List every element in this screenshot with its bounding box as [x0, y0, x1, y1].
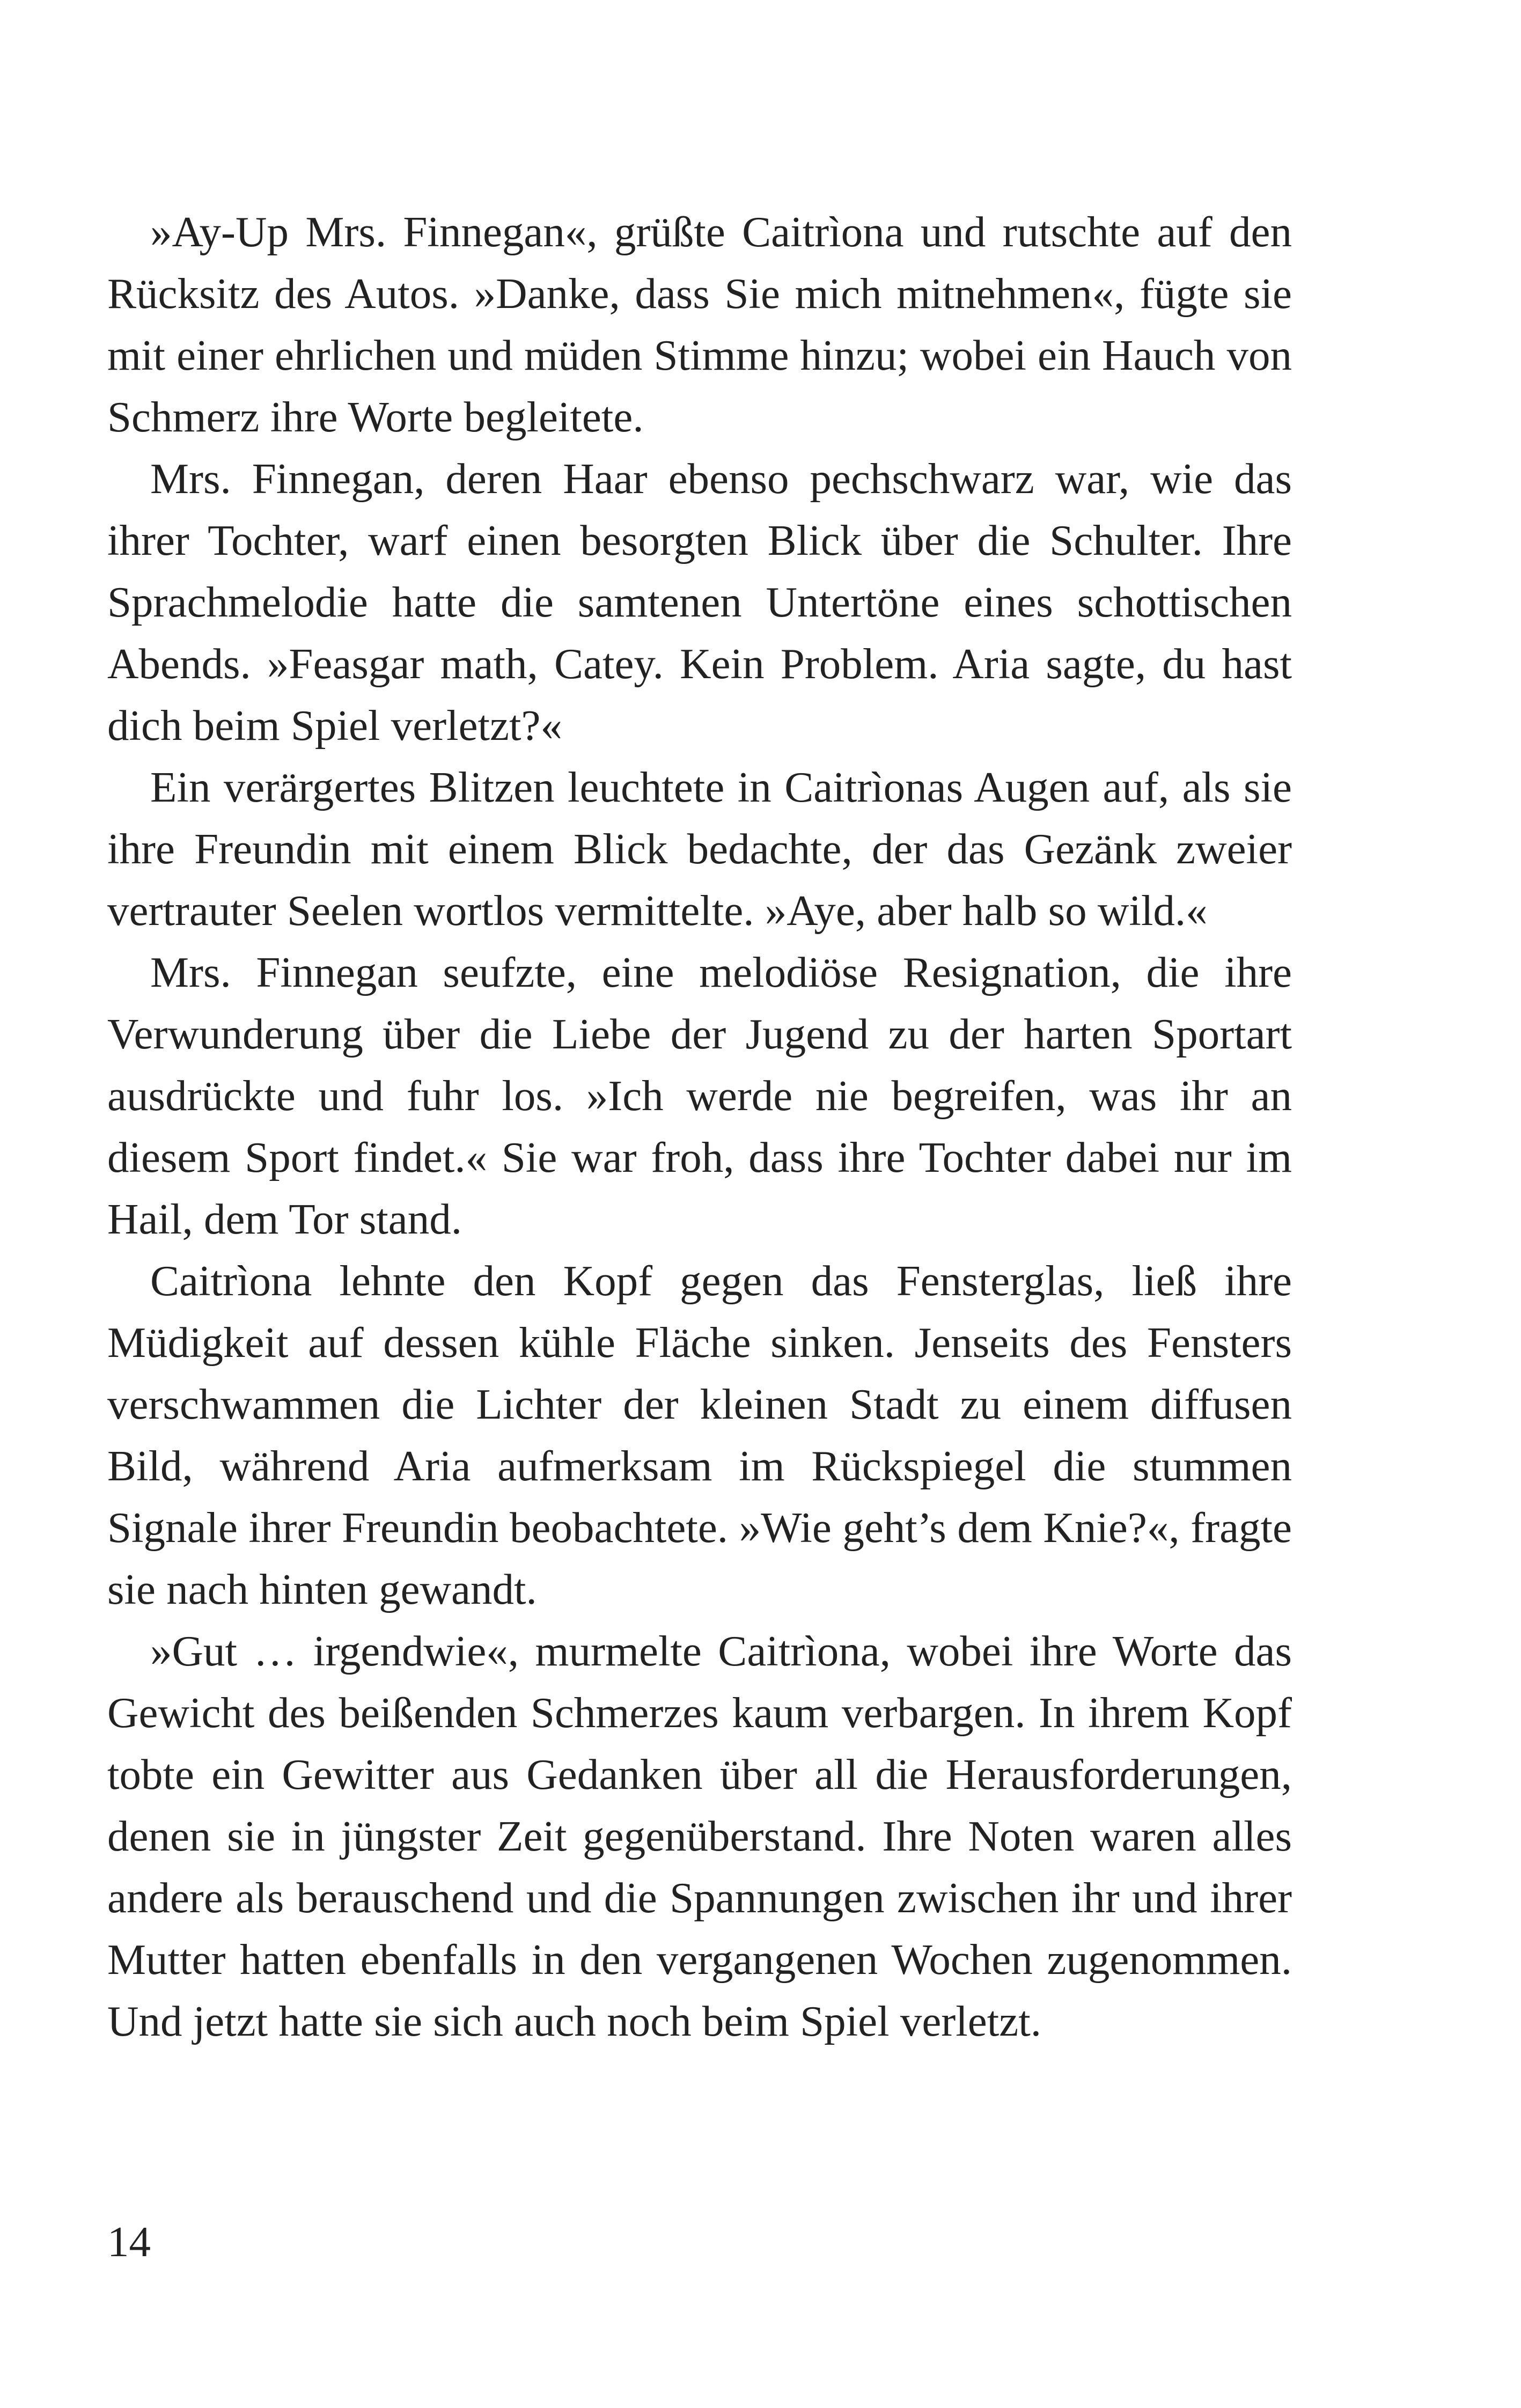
paragraph: Mrs. Finnegan seufzte, eine melodiöse Resignation, die ihre Verwunderung über die Liebe der Jugend zu der harten Sportart ausdrückte und fuhr los. »Ich werde nie begreifen, was ihr an diesem Sport findet.« Sie war froh, dass ihre Tochter dabei nur im Hail, dem Tor stand. — [107, 948, 1292, 1243]
paragraph: »Ay-Up Mrs. Finnegan«, grüßte Caitrìona und rutschte auf den Rücksitz des Autos. »Danke, dass Sie mich mitnehmen«, fügte sie mit einer ehrlichen und müden Stimme hinzu; wobei ein Hauch von Schmerz ihre Worte begleitete. — [107, 208, 1292, 441]
page-number: 14 — [107, 2218, 151, 2266]
body-text — [107, 201, 1292, 2052]
paragraph: Caitrìona lehnte den Kopf gegen das Fensterglas, ließ ihre Müdigkeit auf dessen kühle Fläche sinken. Jenseits des Fensters verschwammen die Lichter der kleinen Stadt zu einem diffusen Bild, während Aria aufmerksam im Rückspiegel die stummen Signale ihrer Freundin beobachtete. »Wie geht’s dem Knie?«, fragte sie nach hinten gewandt. — [107, 1257, 1292, 1613]
paragraph: »Gut … irgendwie«, murmelte Caitrìona, wobei ihre Worte das Gewicht des beißenden Schmerzes kaum verbargen. In ihrem Kopf tobte ein Gewitter aus Gedanken über all die Herausforderungen, denen sie in jüngster Zeit gegenüberstand. Ihre Noten waren alles andere als berauschend und die Spannungen zwischen ihr und ihrer Mutter hatten ebenfalls in den vergangenen Wochen zugenommen. Und jetzt hatte sie sich auch noch beim Spiel verletzt. — [107, 1627, 1292, 2045]
paragraph: Mrs. Finnegan, deren Haar ebenso pechschwarz war, wie das ihrer Tochter, warf einen besorgten Blick über die Schulter. Ihre Sprachmelodie hatte die samtenen Untertöne eines schottischen Abends. »Feasgar math, Catey. Kein Problem. Aria sagte, du hast dich beim Spiel verletzt?« — [107, 454, 1292, 750]
paragraph: Ein verärgertes Blitzen leuchtete in Caitrìonas Augen auf, als sie ihre Freundin mit einem Blick bedachte, der das Gezänk zweier vertrauter Seelen wortlos vermittelte. »Aye, aber halb so wild.« — [107, 763, 1292, 935]
